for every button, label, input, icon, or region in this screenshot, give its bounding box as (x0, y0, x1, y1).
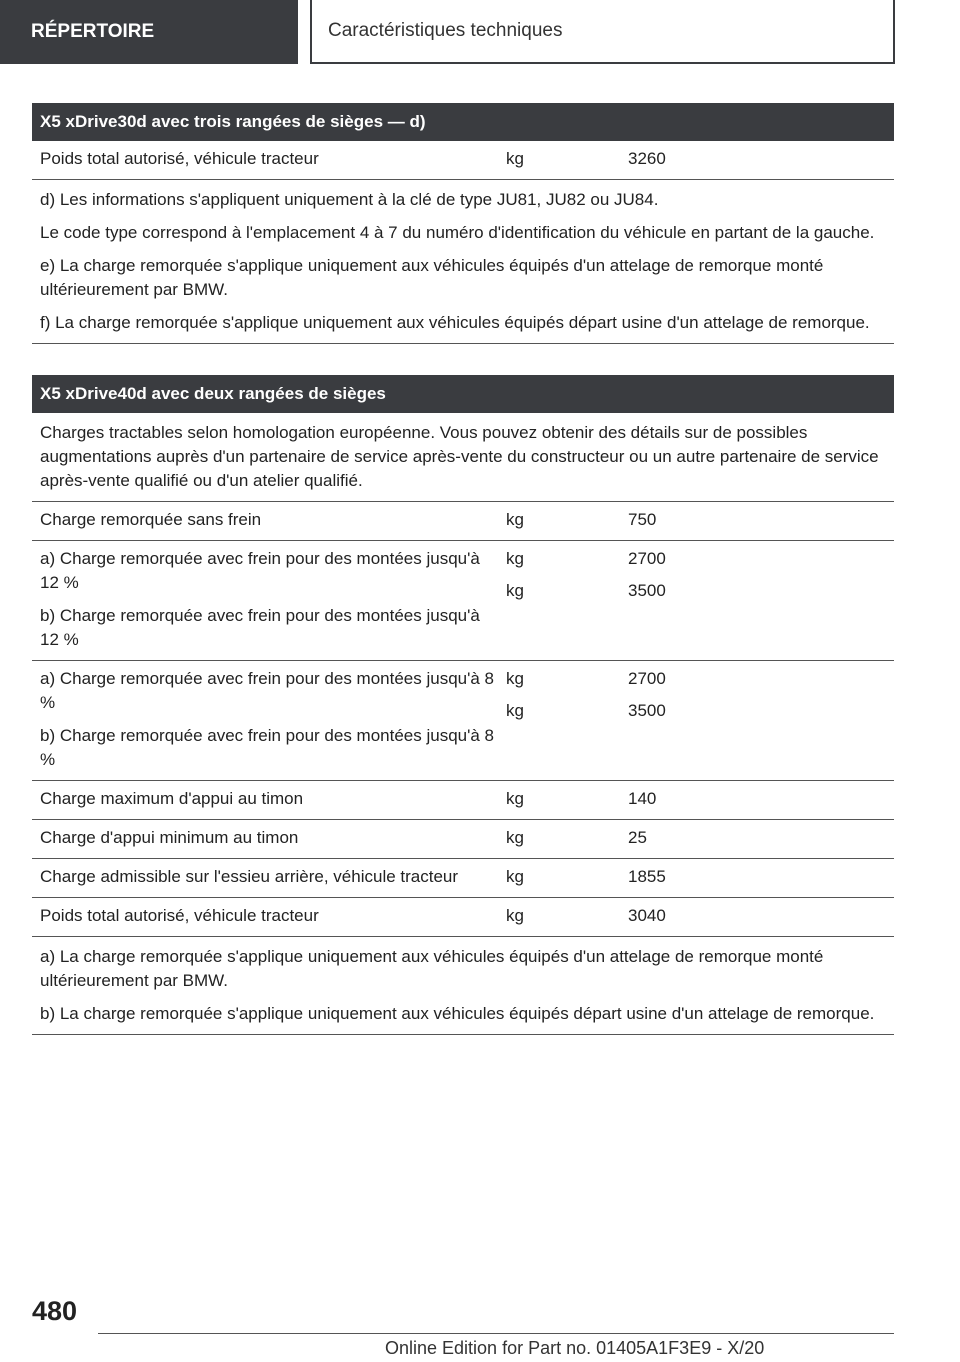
edition-footer: Online Edition for Part no. 01405A1F3E9 - X/20 (385, 1338, 765, 1358)
row-label-a: a) Charge remorquée avec frein pour des montées jusqu'à 12 % (40, 549, 480, 592)
chapter-title-text: Caractéristiques techniques (328, 20, 563, 41)
section-heading-x5-30d (32, 103, 894, 141)
row-label: Poids total autorisé, véhicule tracteur (40, 149, 319, 168)
footer-divider (98, 1333, 894, 1334)
table-row (32, 502, 894, 541)
row-label (32, 661, 502, 780)
section-tab-label: RÉPERTOIRE (31, 21, 155, 42)
page-content (32, 103, 894, 1035)
row-value-a: 2700 (628, 549, 666, 568)
row-label-a: a) Charge remorquée avec frein pour des montées jusqu'à 8 % (40, 669, 495, 712)
row-value-b: 3500 (628, 581, 666, 600)
row-value (628, 661, 894, 780)
row-label: Charge remorquée sans frein (40, 510, 262, 529)
row-unit: kg (506, 828, 524, 847)
row-value-b: 3500 (628, 701, 666, 720)
row-label (32, 541, 502, 660)
row-label: Poids total autorisé, véhicule tracteur (40, 906, 319, 925)
footnote: d) Les informations s'appliquent uniquement à la clé de type JU81, JU82 ou JU84. (40, 190, 659, 209)
footnote: b) La charge remorquée s'applique uniquement aux véhicules équipés départ usine d'un attelage de remorque. (40, 1004, 875, 1023)
row-value: 1855 (628, 867, 666, 886)
row-unit-a: kg (506, 549, 524, 568)
footnotes-block (32, 180, 894, 344)
row-unit-b: kg (506, 581, 524, 600)
footnote: a) La charge remorquée s'applique uniquement aux véhicules équipés d'un attelage de remorque monté ultérieurement par BMW. (40, 947, 824, 990)
table-row (32, 859, 894, 898)
row-value: 25 (628, 828, 647, 847)
row-unit: kg (506, 867, 524, 886)
row-value: 750 (628, 510, 657, 529)
row-unit: kg (506, 510, 524, 529)
row-unit: kg (506, 906, 524, 925)
row-label: Charge d'appui minimum au timon (40, 828, 299, 847)
row-unit: kg (506, 789, 524, 808)
row-unit (502, 661, 628, 780)
footnote: f) La charge remorquée s'applique uniquement aux véhicules équipés départ usine d'un attelage de remorque. (40, 313, 870, 332)
footnote: e) La charge remorquée s'applique uniquement aux véhicules équipés d'un attelage de remorque monté ultérieurement par BMW. (40, 256, 824, 299)
page-number: 480 (32, 1296, 78, 1326)
table-row (32, 141, 894, 180)
row-value: 140 (628, 789, 657, 808)
row-label-b: b) Charge remorquée avec frein pour des montées jusqu'à 8 % (40, 726, 495, 769)
row-label: Charge admissible sur l'essieu arrière, véhicule tracteur (40, 867, 459, 886)
section-heading-x5-40d (32, 375, 894, 413)
row-unit (502, 541, 628, 660)
row-unit: kg (506, 149, 524, 168)
table-row (32, 898, 894, 937)
row-unit-a: kg (506, 669, 524, 688)
table-row (32, 820, 894, 859)
row-label: Charge maximum d'appui au timon (40, 789, 304, 808)
row-value (628, 541, 894, 660)
section-heading-text: X5 xDrive40d avec deux rangées de sièges (40, 384, 386, 403)
row-value: 3040 (628, 906, 666, 925)
table-row (32, 541, 894, 661)
footnotes-block (32, 937, 894, 1035)
section-tab[interactable] (0, 0, 298, 64)
section-heading-text: X5 xDrive30d avec trois rangées de sièges — d) (40, 112, 426, 131)
chapter-title (310, 0, 895, 64)
row-value-a: 2700 (628, 669, 666, 688)
intro-paragraph: Charges tractables selon homologation européenne. Vous pouvez obtenir des détails sur de possibles augmentations auprès d'un partenaire de service après-vente du constructeur ou un autre partenaire de service après-vente qualifié ou d'un atelier qualifié. (32, 413, 894, 502)
table-row (32, 781, 894, 820)
row-unit-b: kg (506, 701, 524, 720)
footnote: Le code type correspond à l'emplacement 4 à 7 du numéro d'identification du véhicule en partant de la gauche. (40, 223, 875, 242)
row-label-b: b) Charge remorquée avec frein pour des montées jusqu'à 12 % (40, 606, 480, 649)
row-value: 3260 (628, 149, 666, 168)
table-row (32, 661, 894, 781)
